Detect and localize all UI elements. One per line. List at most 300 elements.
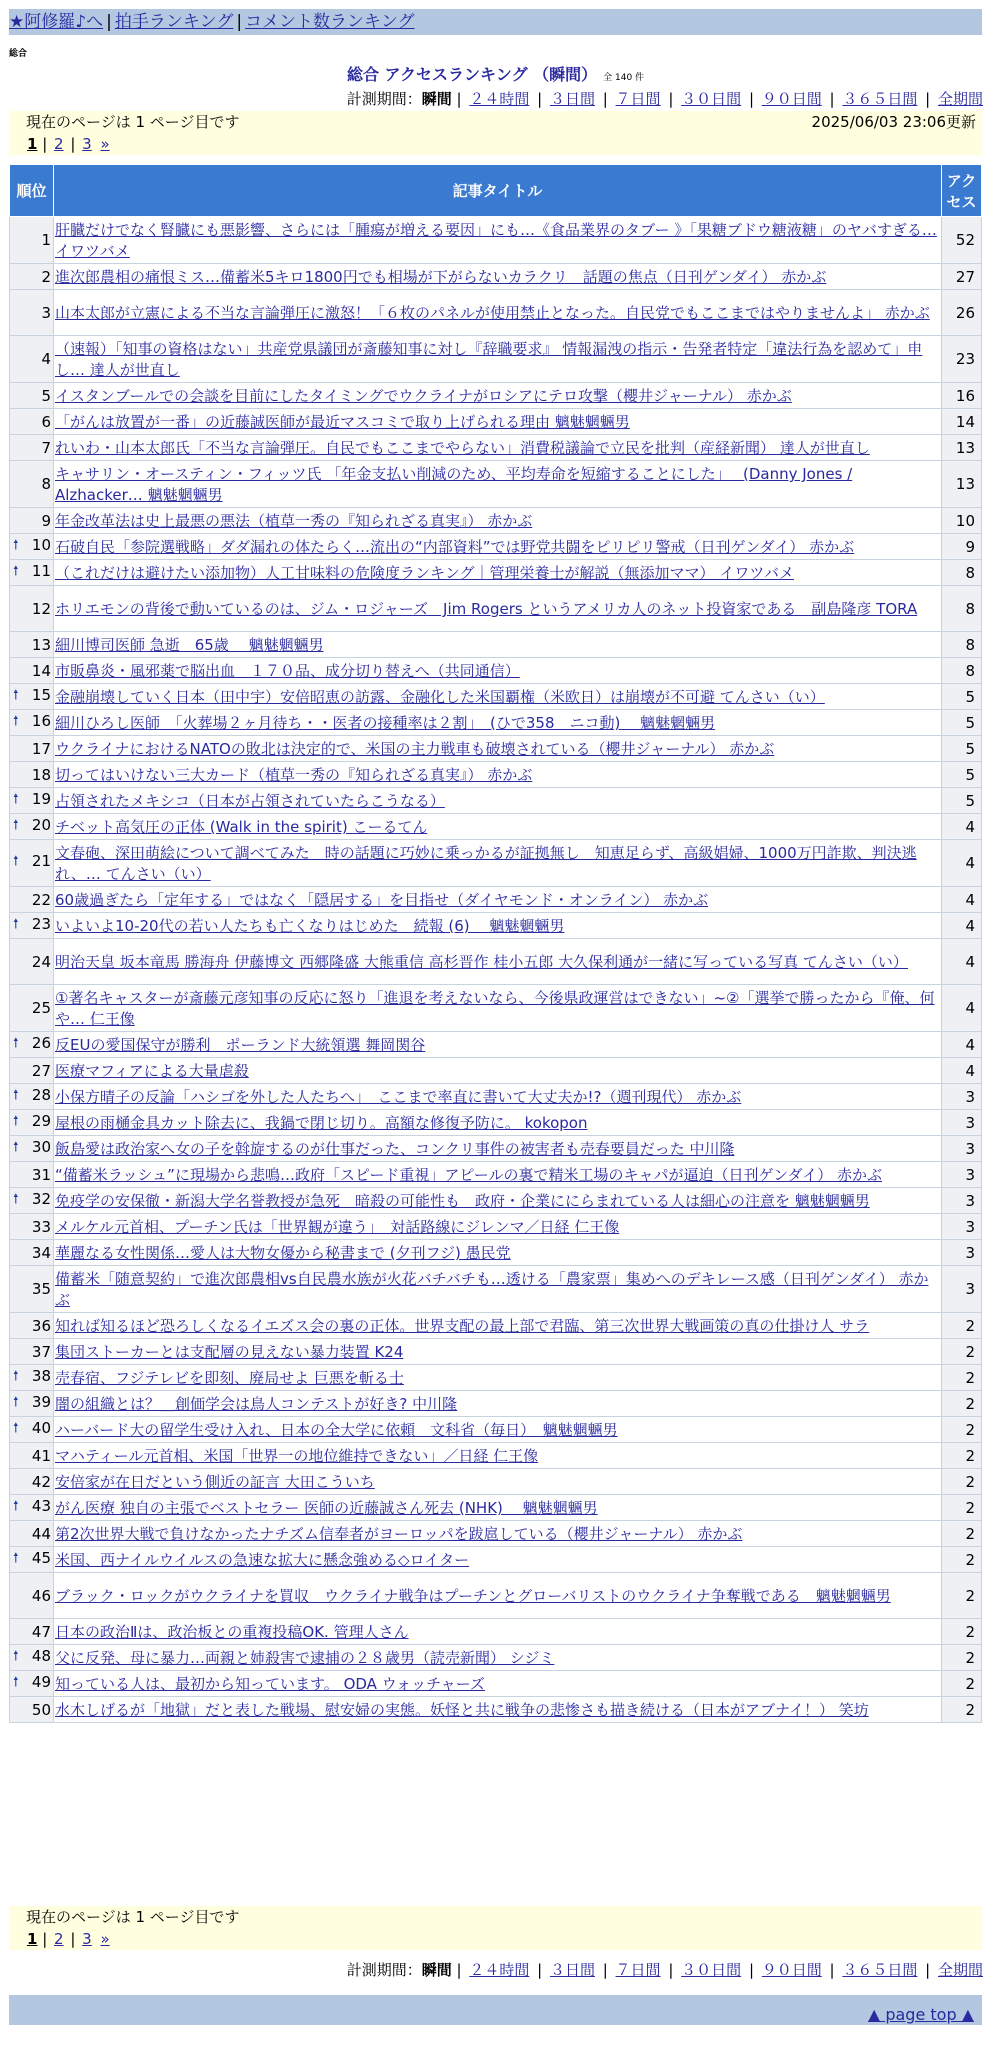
article-link[interactable]: 市販鼻炎・風邪薬で脳出血 １７０品、成分切り替えへ（共同通信）	[55, 662, 520, 680]
title-cell	[54, 586, 942, 632]
title-header: 記事タイトル	[54, 165, 942, 217]
period-label-bottom: 計測期間：	[346, 1961, 422, 1979]
article-link[interactable]: 第2次世界大戦で負けなかったナチズム信奉者がヨーロッパを跋扈している（櫻井ジャーナル） 赤かぶ	[55, 1525, 743, 1543]
access-count: 3	[942, 1136, 982, 1162]
home-link[interactable]: ★阿修羅♪へ	[9, 12, 104, 32]
article-link[interactable]: 石破自民「参院選戦略」ダダ漏れの体たらく…流出の“内部資料”では野党共闘をピリピリ警戒（日刊ゲンダイ） 赤かぶ	[55, 538, 855, 556]
period-link-4-bottom[interactable]: ９０日間	[761, 1961, 822, 1979]
comment-ranking-link[interactable]: コメント数ランキング	[245, 12, 415, 32]
table-row	[10, 913, 982, 939]
access-count: 4	[942, 1032, 982, 1058]
access-count: 2	[942, 1339, 982, 1365]
title-cell	[54, 1671, 942, 1697]
article-link[interactable]: “備蓄米ラッシュ”に現場から悲鳴…政府「スピード重視」アピールの裏で精米工場のキャパが逼迫（日刊ゲンダイ） 赤かぶ	[55, 1166, 883, 1184]
access-count: 10	[942, 508, 982, 534]
table-row	[10, 264, 982, 290]
title-cell	[54, 1469, 942, 1495]
access-count: 8	[942, 658, 982, 684]
rank-number: 20	[31, 815, 51, 834]
rank-cell	[10, 1214, 54, 1240]
access-count: 8	[942, 586, 982, 632]
article-link[interactable]: （速報）「知事の資格はない」共産党県議団が斎藤知事に対し『辞職要求』 情報漏洩の指示・告発者特定「違法行為を認めて」申し… 達人が世直し	[55, 340, 923, 379]
rank-cell	[10, 710, 54, 736]
rank-number: 17	[31, 739, 51, 758]
table-row	[10, 1058, 982, 1084]
table-row	[10, 383, 982, 409]
title-cell	[54, 788, 942, 814]
access-count: 2	[942, 1417, 982, 1443]
rank-up-arrow-icon: 🠕	[13, 1368, 19, 1384]
rank-number: 4	[41, 350, 51, 368]
access-count: 16	[942, 383, 982, 409]
table-row	[10, 1697, 982, 1723]
rank-number: 36	[31, 1316, 51, 1335]
page-status: 現在のページは 1 ページ目です	[26, 113, 240, 131]
rank-cell	[10, 1162, 54, 1188]
title-cell	[54, 1240, 942, 1266]
rank-cell	[10, 658, 54, 684]
rank-up-arrow-icon: 🠕	[13, 1550, 19, 1566]
title-cell	[54, 939, 942, 985]
rank-cell	[10, 461, 54, 508]
period-link-0[interactable]: ２４時間	[469, 90, 530, 108]
table-row	[10, 1214, 982, 1240]
article-link[interactable]: 集団ストーカーとは支配層の見えない暴力装置 K24	[55, 1343, 404, 1361]
title-cell	[54, 1391, 942, 1417]
article-link[interactable]: 華麗なる女性関係…愛人は大物女優から秘書まで (夕刊フジ) 愚民党	[55, 1244, 511, 1262]
article-link[interactable]: 60歳過ぎたら「定年する」ではなく「隠居する」を目指せ（ダイヤモンド・オンライン） 赤かぶ	[55, 891, 709, 909]
rank-cell	[10, 939, 54, 985]
article-link[interactable]: れいわ・山本太郎氏「不当な言論弾圧。自民でもここまでやらない」消費税議論で立民を批判（産経新聞） 達人が世直し	[55, 439, 870, 457]
table-row	[10, 1619, 982, 1645]
access-count: 14	[942, 409, 982, 435]
period-link-3[interactable]: ３０日間	[681, 90, 742, 108]
rank-cell	[10, 1495, 54, 1521]
title-cell	[54, 534, 942, 560]
access-count: 4	[942, 840, 982, 887]
access-count: 3	[942, 1162, 982, 1188]
access-count: 4	[942, 939, 982, 985]
table-row	[10, 762, 982, 788]
table-row	[10, 788, 982, 814]
article-link[interactable]: 肝臓だけでなく腎臓にも悪影響、さらには「腫瘍が増える要因」にも…《食品業界のタブー 》「果糖ブドウ糖液糖」のヤバすぎる… イワツバメ	[55, 221, 937, 260]
title-cell	[54, 1058, 942, 1084]
rank-number: 30	[31, 1137, 51, 1156]
rank-cell	[10, 560, 54, 586]
access-count: 3	[942, 1266, 982, 1313]
access-count: 3	[942, 1188, 982, 1214]
title-cell	[54, 1645, 942, 1671]
table-row	[10, 1110, 982, 1136]
period-link-3-bottom[interactable]: ３０日間	[681, 1961, 742, 1979]
table-row	[10, 217, 982, 264]
article-link[interactable]: ①著名キャスターが斎藤元彦知事の反応に怒り「進退を考えないなら、今後県政運営はできない」~②「選挙で勝ったから『俺、何や… 仁王像	[55, 989, 935, 1028]
article-link[interactable]: 年金改革法は史上最悪の悪法（植草一秀の『知られざる真実』） 赤かぶ	[55, 512, 533, 530]
rank-number: 23	[31, 914, 51, 933]
period-link-4[interactable]: ９０日間	[761, 90, 822, 108]
period-link-6-bottom[interactable]: 全期間	[937, 1961, 983, 1979]
page-2-link-bottom[interactable]: 2	[54, 1930, 64, 1948]
title-cell	[54, 762, 942, 788]
rank-number: 14	[31, 661, 51, 680]
access-count: 5	[942, 710, 982, 736]
rank-number: 25	[31, 999, 51, 1017]
rank-cell	[10, 1032, 54, 1058]
article-link[interactable]: チベット高気圧の正体 (Walk in the spirit) こーるてん	[55, 818, 428, 836]
rank-number: 39	[31, 1392, 51, 1411]
article-link[interactable]: 進次郎農相の痛恨ミス…備蓄米5キロ1800円でも相場が下がらないカラクリ 話題の焦点（日刊ゲンダイ） 赤かぶ	[55, 268, 827, 286]
page-links-bottom: 1 | 2 | 3 »	[27, 1930, 110, 1948]
title-cell	[54, 560, 942, 586]
rank-number: 29	[31, 1111, 51, 1130]
article-link[interactable]: 安倍家が在日だという側近の証言 大田こういち	[55, 1473, 375, 1491]
rank-number: 18	[31, 765, 51, 784]
table-row	[10, 435, 982, 461]
table-row	[10, 658, 982, 684]
rank-number: 26	[31, 1033, 51, 1052]
period-selector-bottom: 計測期間：瞬間 | ２４時間 | ３日間 | ７日間 | ３０日間 | ９０日間 | ３６５日間 | 全期間	[346, 1961, 983, 1979]
rank-number: 27	[31, 1061, 51, 1080]
table-row	[10, 1365, 982, 1391]
title-cell	[54, 1339, 942, 1365]
article-link[interactable]: ホリエモンの背後で動いているのは、ジム・ロジャーズ Jim Rogers というアメリカ人のネット投資家である 副島隆彦 TORA	[55, 600, 918, 618]
rank-number: 42	[31, 1472, 51, 1491]
rank-cell	[10, 1573, 54, 1619]
updated-time: 2025/06/03 23:06更新	[811, 113, 976, 131]
title-cell	[54, 985, 942, 1032]
article-link[interactable]: 免疫学の安保徹・新潟大学名誉教授が急死 暗殺の可能性も 政府・企業ににらまれている人は細心の注意を 魑魅魍魎男	[55, 1192, 870, 1210]
access-header: アクセス	[942, 165, 982, 217]
article-link[interactable]: ブラック・ロックがウクライナを買収 ウクライナ戦争はプーチンとグローバリストのウクライナ争奪戦である 魑魅魍魎男	[55, 1587, 891, 1605]
article-link[interactable]: マハティール元首相、米国「世界一の地位維持できない」／日経 仁王像	[55, 1447, 539, 1465]
period-label: 計測期間：	[346, 90, 422, 108]
article-link[interactable]: がん医療 独自の主張でベストセラー 医師の近藤誠さん死去 (NHK) 魑魅魍魎男	[55, 1499, 598, 1517]
period-link-1-bottom[interactable]: ３日間	[549, 1961, 595, 1979]
rank-up-arrow-icon: 🠕	[13, 916, 19, 932]
article-link[interactable]: ウクライナにおけるNATOの敗北は決定的で、米国の主力戦車も破壊されている（櫻井ジャーナル） 赤かぶ	[55, 740, 775, 758]
rank-up-arrow-icon: 🠕	[13, 537, 19, 553]
title-cell	[54, 409, 942, 435]
title-cell	[54, 383, 942, 409]
table-row	[10, 985, 982, 1032]
title-cell	[54, 435, 942, 461]
title-cell	[54, 710, 942, 736]
page-top-link[interactable]: ▲ page top ▲	[867, 2005, 974, 2024]
article-link[interactable]: 小保方晴子の反論「ハシゴを外した人たちへ」 ここまで率直に書いて大丈夫か!?（週刊現代） 赤かぶ	[55, 1088, 742, 1106]
rank-cell	[10, 1645, 54, 1671]
rank-number: 15	[31, 685, 51, 704]
page-status-bottom: 現在のページは 1 ページ目です	[26, 1908, 240, 1926]
access-count: 4	[942, 1058, 982, 1084]
rank-number: 37	[31, 1342, 51, 1361]
access-count: 3	[942, 1240, 982, 1266]
access-count: 8	[942, 632, 982, 658]
period-link-5[interactable]: ３６５日間	[842, 90, 918, 108]
article-link[interactable]: 水木しげるが「地獄」だと表した戦場、慰安婦の実態。妖怪と共に戦争の悲惨さも描き続ける（日本がアブナイ！） 笑坊	[55, 1701, 869, 1719]
title-cell	[54, 736, 942, 762]
article-link[interactable]: 米国、西ナイルウイルスの急速な拡大に懸念強める◇ロイター	[55, 1551, 470, 1569]
article-link[interactable]: 知っている人は、最初から知っています。 ODA ウォッチャーズ	[55, 1675, 485, 1693]
access-count: 2	[942, 1697, 982, 1723]
rank-cell	[10, 1084, 54, 1110]
access-count: 2	[942, 1521, 982, 1547]
rank-cell	[10, 1188, 54, 1214]
article-link[interactable]: 細川ひろし医師 「火葬場２ヶ月待ち・・医者の接種率は２割」 (ひで358 ニコ動) 魑魅魍魎男	[55, 714, 716, 732]
rank-number: 34	[31, 1243, 51, 1262]
rank-number: 49	[31, 1672, 51, 1691]
title-cell	[54, 1162, 942, 1188]
rank-cell	[10, 1110, 54, 1136]
rank-number: 3	[41, 303, 51, 322]
rank-up-arrow-icon: 🠕	[13, 563, 19, 579]
access-count: 5	[942, 684, 982, 710]
rank-up-arrow-icon: 🠕	[13, 791, 19, 807]
access-count: 13	[942, 461, 982, 508]
article-link[interactable]: いよいよ10-20代の若い人たちも亡くなりはじめた 続報 (6) 魑魅魍魎男	[55, 917, 565, 935]
table-row	[10, 1573, 982, 1619]
rank-number: 8	[41, 475, 51, 493]
article-link[interactable]: 闇の組織とは？＿創価学会は鳥人コンテストが好き? 中川隆	[55, 1395, 458, 1413]
rank-number: 41	[31, 1446, 51, 1465]
table-row	[10, 1240, 982, 1266]
access-count: 5	[942, 762, 982, 788]
article-link[interactable]: 明治天皇 坂本竜馬 勝海舟 伊藤博文 西郷隆盛 大熊重信 高杉晋作 桂小五郎 大久保利通が一緒に写っている写真 てんさい（い）	[55, 953, 908, 971]
rank-cell	[10, 1058, 54, 1084]
rank-number: 10	[31, 535, 51, 554]
rank-up-arrow-icon: 🠕	[13, 1113, 19, 1129]
access-count: 2	[942, 1313, 982, 1339]
article-link[interactable]: （これだけは避けたい添加物）人工甘味料の危険度ランキング｜管理栄養士が解説（無添加ママ） イワツバメ	[55, 564, 795, 582]
ranking-title: 総合 アクセスランキング （瞬間）	[346, 65, 598, 84]
access-count: 3	[942, 1110, 982, 1136]
rank-cell	[10, 913, 54, 939]
table-row	[10, 508, 982, 534]
title-cell	[54, 461, 942, 508]
table-row	[10, 710, 982, 736]
article-link[interactable]: メルケル元首相、プーチン氏は「世界観が違う」 対話路線にジレンマ／日経 仁王像	[55, 1218, 620, 1236]
rank-number: 43	[31, 1496, 51, 1515]
article-link[interactable]: 父に反発、母に暴力…両親と姉殺害で逮捕の２８歳男（読売新聞） シジミ	[55, 1649, 555, 1667]
table-row	[10, 1084, 982, 1110]
table-row	[10, 1136, 982, 1162]
article-link[interactable]: 細川博司医師 急逝 65歳 魑魅魍魎男	[55, 636, 324, 654]
rank-up-arrow-icon: 🠕	[13, 1191, 19, 1207]
rank-cell	[10, 290, 54, 336]
article-link[interactable]: 金融崩壊していく日本（田中宇）安倍昭恵の訪露、金融化した米国覇権（米欧日）は崩壊が不可避 てんさい（い）	[55, 688, 825, 706]
article-link[interactable]: 備蓄米「随意契約」で進次郎農相vs自民農水族が火花バチバチも…透ける「農家票」集めへのデキレース感（日刊ゲンダイ） 赤かぶ	[55, 1270, 929, 1309]
title-cell	[54, 264, 942, 290]
access-count: 2	[942, 1469, 982, 1495]
next-page-link[interactable]: »	[100, 135, 110, 153]
current-page-bottom: 1	[27, 1930, 38, 1948]
article-link[interactable]: 反EUの愛国保守が勝利 ポーランド大統領選 舞岡関谷	[55, 1036, 426, 1054]
period-selector-top: 計測期間：瞬間 | ２４時間 | ３日間 | ７日間 | ３０日間 | ９０日間 | ３６５日間 | 全期間	[346, 90, 983, 108]
applause-ranking-link[interactable]: 拍手ランキング	[114, 12, 234, 32]
title-cell	[54, 1547, 942, 1573]
rank-number: 31	[31, 1165, 51, 1184]
rank-cell	[10, 788, 54, 814]
table-row	[10, 1645, 982, 1671]
article-link[interactable]: イスタンブールでの会談を目前にしたタイミングでウクライナがロシアにテロ攻撃（櫻井ジャーナル） 赤かぶ	[55, 387, 792, 405]
rank-cell	[10, 1136, 54, 1162]
rank-cell	[10, 1671, 54, 1697]
rank-up-arrow-icon: 🠕	[13, 1648, 19, 1664]
rank-number: 1	[41, 231, 51, 249]
article-link[interactable]: 切ってはいけない三大カード（植草一秀の『知られざる真実』） 赤かぶ	[55, 766, 533, 784]
title-cell	[54, 1573, 942, 1619]
table-row	[10, 1417, 982, 1443]
rank-number: 50	[31, 1700, 51, 1719]
table-row	[10, 1495, 982, 1521]
rank-up-arrow-icon: 🠕	[13, 1035, 19, 1051]
article-link[interactable]: 医療マフィアによる大量虐殺	[55, 1062, 249, 1080]
table-row	[10, 1266, 982, 1313]
title-cell	[54, 1266, 942, 1313]
rank-cell	[10, 586, 54, 632]
rank-cell	[10, 814, 54, 840]
page-2-link[interactable]: 2	[54, 135, 64, 153]
access-count: 4	[942, 814, 982, 840]
table-row	[10, 1339, 982, 1365]
access-count: 26	[942, 290, 982, 336]
access-count: 3	[942, 1084, 982, 1110]
period-link-1[interactable]: ３日間	[549, 90, 595, 108]
rank-up-arrow-icon: 🠕	[13, 1674, 19, 1690]
table-row	[10, 1547, 982, 1573]
article-link[interactable]: 屋根の雨樋金具カット除去に、我鍋で閉じ切り。高額な修復予防に。 kokopon	[55, 1114, 588, 1132]
title-cell	[54, 1443, 942, 1469]
article-link[interactable]: キャサリン・オースティン・フィッツ氏 「年金支払い削減のため、平均寿命を短縮することにした」 (Danny Jones / Alzhacker… 魑魅魍魎男	[55, 465, 853, 504]
rank-up-arrow-icon: 🠕	[13, 687, 19, 703]
rank-number: 12	[31, 599, 51, 618]
rank-number: 48	[31, 1646, 51, 1665]
rank-cell	[10, 1313, 54, 1339]
pager-top	[9, 111, 982, 155]
rank-number: 32	[31, 1189, 51, 1208]
period-link-0-bottom[interactable]: ２４時間	[469, 1961, 530, 1979]
article-link[interactable]: 飯島愛は政治家へ女の子を斡旋するのが仕事だった、コンクリ事件の被害者も売春要員だった 中川隆	[55, 1140, 735, 1158]
rank-cell	[10, 684, 54, 710]
rank-cell	[10, 632, 54, 658]
title-cell	[54, 1697, 942, 1723]
rank-cell	[10, 1443, 54, 1469]
title-cell	[54, 840, 942, 887]
article-link[interactable]: 「がんは放置が一番」の近藤誠医師が最近マスコミで取り上げられる理由 魑魅魍魎男	[55, 413, 630, 431]
page-3-link[interactable]: 3	[82, 135, 92, 153]
rank-cell	[10, 534, 54, 560]
title-cell	[54, 1495, 942, 1521]
title-cell	[54, 508, 942, 534]
rank-number: 46	[31, 1586, 51, 1605]
rank-cell	[10, 762, 54, 788]
rank-number: 16	[31, 711, 51, 730]
rank-cell	[10, 264, 54, 290]
rank-number: 22	[31, 890, 51, 909]
access-count: 2	[942, 1443, 982, 1469]
table-row	[10, 939, 982, 985]
rank-cell	[10, 1365, 54, 1391]
table-row	[10, 586, 982, 632]
rank-number: 35	[31, 1280, 51, 1298]
article-link[interactable]: 山本太郎が立憲による不当な言論弾圧に激怒！「６枚のパネルが使用禁止となった。自民党でもここまではやりませんよ」 赤かぶ	[55, 304, 930, 322]
period-link-2[interactable]: ７日間	[615, 90, 661, 108]
rank-number: 45	[31, 1548, 51, 1567]
table-row	[10, 409, 982, 435]
title-cell	[54, 1417, 942, 1443]
article-link[interactable]: ハーバード大の留学生受け入れ、日本の全大学に依頼 文科省（毎日） 魑魅魍魎男	[55, 1421, 618, 1439]
article-link[interactable]: 売春宿、フジテレビを即刻、廃局せよ 巨悪を斬る士	[55, 1369, 404, 1387]
rank-cell	[10, 383, 54, 409]
table-row	[10, 684, 982, 710]
rank-number: 13	[31, 635, 51, 654]
title-cell	[54, 632, 942, 658]
table-row	[10, 840, 982, 887]
period-link-2-bottom[interactable]: ７日間	[615, 1961, 661, 1979]
rank-up-arrow-icon: 🠕	[13, 713, 19, 729]
title-cell	[54, 1521, 942, 1547]
rank-cell	[10, 1240, 54, 1266]
title-cell	[54, 1188, 942, 1214]
title-cell	[54, 1084, 942, 1110]
rank-cell	[10, 736, 54, 762]
access-count: 2	[942, 1619, 982, 1645]
access-count: 2	[942, 1391, 982, 1417]
rank-cell	[10, 217, 54, 264]
current-page: 1	[27, 135, 38, 153]
table-row	[10, 461, 982, 508]
rank-cell	[10, 887, 54, 913]
title-cell	[54, 913, 942, 939]
title-cell	[54, 1214, 942, 1240]
title-cell	[54, 1110, 942, 1136]
next-page-link-bottom[interactable]: »	[100, 1930, 110, 1948]
rank-cell	[10, 1521, 54, 1547]
table-row	[10, 290, 982, 336]
rank-cell	[10, 840, 54, 887]
article-link[interactable]: 日本の政治Ⅱは、政治板との重複投稿OK. 管理人さん	[55, 1623, 409, 1641]
rank-cell	[10, 1619, 54, 1645]
rank-up-arrow-icon: 🠕	[13, 1498, 19, 1514]
rank-cell	[10, 1417, 54, 1443]
category-label: 総合	[9, 49, 28, 59]
access-count: 5	[942, 788, 982, 814]
table-row	[10, 1443, 982, 1469]
period-current-bottom: 瞬間	[421, 1961, 452, 1979]
article-link[interactable]: 知れば知るほど恐ろしくなるイエズス会の裏の正体。世界支配の最上部で君臨、第三次世界大戦画策の真の仕掛け人 サラ	[55, 1317, 870, 1335]
rank-up-arrow-icon: 🠕	[13, 817, 19, 833]
article-link[interactable]: 占領されたメキシコ（日本が占領されていたらこうなる）	[55, 792, 445, 810]
rank-number: 5	[41, 386, 51, 405]
table-row	[10, 336, 982, 383]
period-link-6[interactable]: 全期間	[937, 90, 983, 108]
page-3-link-bottom[interactable]: 3	[82, 1930, 92, 1948]
rank-cell	[10, 1339, 54, 1365]
rank-cell	[10, 1391, 54, 1417]
title-cell	[54, 336, 942, 383]
table-row	[10, 1469, 982, 1495]
access-count: 9	[942, 534, 982, 560]
rank-number: 2	[41, 267, 51, 286]
table-row	[10, 534, 982, 560]
pager-bottom	[9, 1906, 982, 1950]
rank-number: 19	[31, 789, 51, 808]
article-link[interactable]: 文春砲、深田萌絵について調べてみた 時の話題に巧妙に乗っかるが証拠無し 知恵足らず、高級娼婦、1000万円詐欺、判決逃れ、… てんさい（い）	[55, 844, 917, 883]
period-link-5-bottom[interactable]: ３６５日間	[842, 1961, 918, 1979]
rank-number: 24	[31, 952, 51, 971]
table-row	[10, 1032, 982, 1058]
title-cell	[54, 290, 942, 336]
rank-number: 33	[31, 1217, 51, 1236]
